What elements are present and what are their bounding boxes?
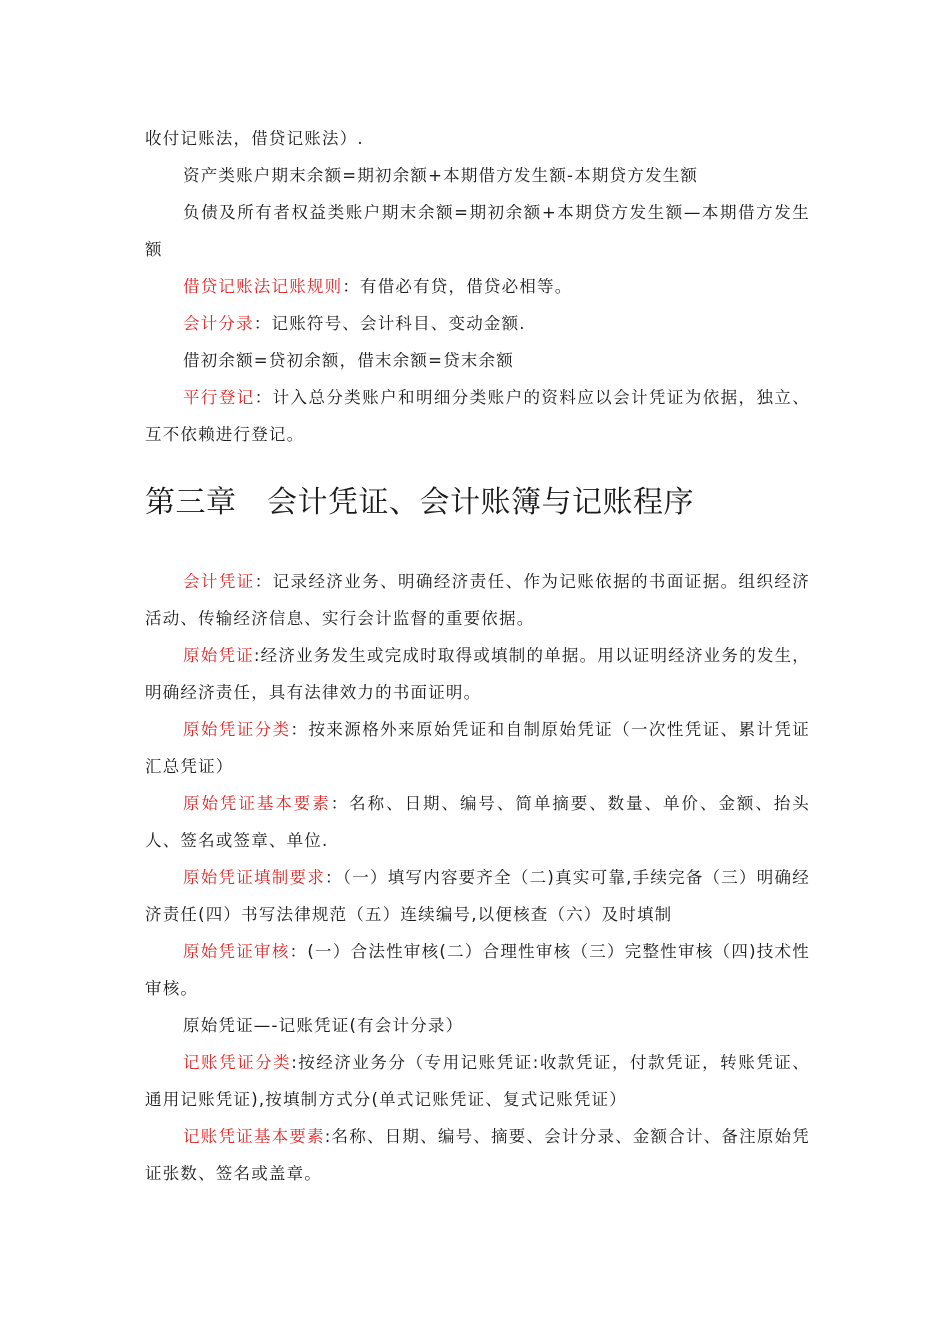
term-highlight: 平行登记 — [183, 388, 255, 407]
term-highlight: 记账凭证基本要素 — [183, 1127, 325, 1146]
term-highlight: 会计凭证 — [183, 572, 255, 591]
document-body — [145, 120, 810, 1192]
paragraph — [145, 194, 810, 268]
paragraph — [145, 637, 810, 711]
paragraph-text: ：按来源格外来原始凭证和自制原始凭证（一次性凭证、累计凭证汇总凭证） — [145, 720, 810, 776]
paragraph-text: ：记账符号、会计科目、变动金额. — [253, 314, 526, 333]
term-highlight: 原始凭证填制要求 — [183, 868, 325, 887]
paragraph-text: :按经济业务分（专用记账凭证:收款凭证，付款凭证，转账凭证、通用记账凭证),按填制方式分(单式记账凭证、复式记账凭证） — [145, 1053, 810, 1109]
term-highlight: 原始凭证分类 — [183, 720, 291, 739]
paragraph — [145, 711, 810, 785]
paragraph-text: 收付记账法，借贷记账法）. — [145, 129, 364, 148]
chapter-title: 第三章 会计凭证、会计账簿与记账程序 — [145, 485, 694, 520]
paragraph — [145, 933, 810, 1007]
term-highlight: 原始凭证审核 — [183, 942, 290, 961]
term-highlight: 原始凭证 — [183, 646, 254, 665]
term-highlight: 借贷记账法记账规则 — [183, 277, 343, 296]
paragraph-text: ：计入总分类账户和明细分类账户的资料应以会计凭证为依据，独立、互不依赖进行登记。 — [145, 388, 810, 444]
paragraph — [145, 268, 810, 305]
paragraph — [145, 342, 810, 379]
paragraph-text: 原始凭证—-记账凭证(有会计分录） — [183, 1016, 464, 1035]
paragraph-text: 借初余额=贷初余额，借末余额=贷末余额 — [183, 351, 514, 370]
term-highlight: 记账凭证分类 — [183, 1053, 292, 1072]
paragraph — [145, 379, 810, 453]
paragraph-text: ：记录经济业务、明确经济责任、作为记账依据的书面证据。组织经济活动、传输经济信息、实行会计监督的重要依据。 — [145, 572, 810, 628]
paragraph — [145, 563, 810, 637]
paragraph — [145, 1044, 810, 1118]
paragraph-text: ：（一）填写内容要齐全（二)真实可靠,手续完备（三）明确经济责任(四）书写法律规范（五）连续编号,以便核查（六）及时填制 — [145, 868, 810, 924]
paragraph-text: :名称、日期、编号、摘要、会计分录、金额合计、备注原始凭证张数、签名或盖章。 — [145, 1127, 810, 1183]
paragraph — [145, 157, 810, 194]
term-highlight: 原始凭证基本要素 — [183, 794, 331, 813]
paragraph — [145, 120, 810, 157]
paragraph-text: 负债及所有者权益类账户期末余额=期初余额+本期贷方发生额—本期借方发生额 — [145, 203, 810, 259]
term-highlight: 会计分录 — [183, 314, 254, 333]
paragraph — [145, 1118, 810, 1192]
paragraph-text: 资产类账户期末余额=期初余额+本期借方发生额-本期贷方发生额 — [183, 166, 699, 185]
paragraph-text: ：名称、日期、编号、简单摘要、数量、单价、金额、抬头人、签名或签章、单位. — [145, 794, 811, 850]
paragraph-text: ：有借必有贷，借贷必相等。 — [342, 277, 573, 296]
paragraph — [145, 859, 810, 933]
paragraph-text: ：(一）合法性审核(二）合理性审核（三）完整性审核（四)技术性审核。 — [145, 942, 811, 998]
paragraph — [145, 785, 810, 859]
paragraph-text: :经济业务发生或完成时取得或填制的单据。用以证明经济业务的发生，明确经济责任，具有法律效力的书面证明。 — [145, 646, 810, 702]
paragraph — [145, 1007, 810, 1044]
paragraph — [145, 305, 810, 342]
